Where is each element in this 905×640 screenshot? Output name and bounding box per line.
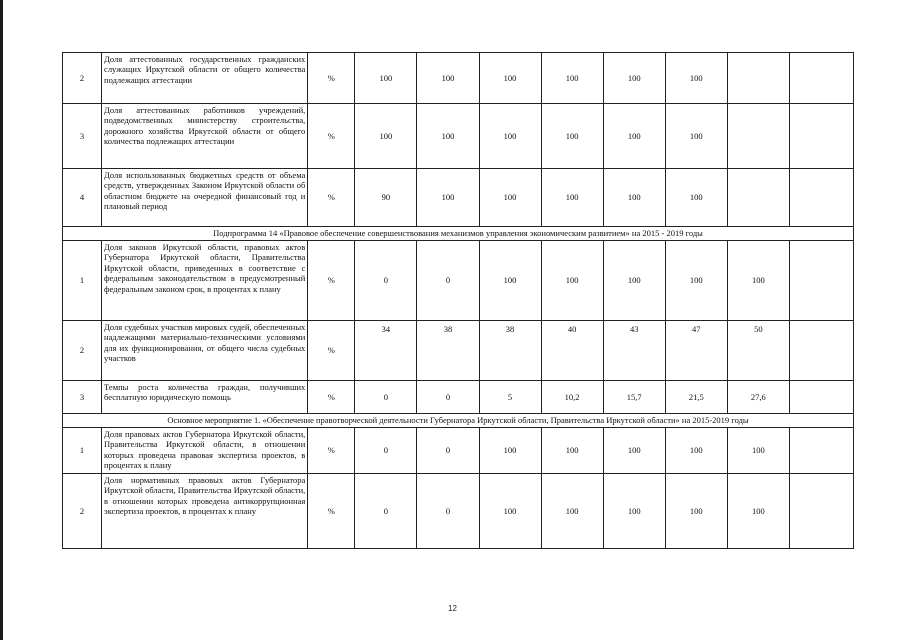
value-cell: 100 — [603, 169, 665, 227]
value-cell: 100 — [541, 474, 603, 549]
row-number: 3 — [63, 381, 102, 414]
value-cell: 40 — [541, 321, 603, 381]
value-cell: 100 — [665, 428, 727, 474]
value-cell: 0 — [417, 381, 479, 414]
value-cell: 38 — [479, 321, 541, 381]
value-cell: 100 — [541, 241, 603, 321]
value-cell: 10,2 — [541, 381, 603, 414]
indicators-table — [62, 52, 854, 549]
value-cell — [727, 53, 789, 104]
value-cell: 100 — [603, 53, 665, 104]
row-number: 2 — [63, 474, 102, 549]
row-number: 2 — [63, 53, 102, 104]
value-cell: 100 — [479, 104, 541, 169]
table-row — [63, 53, 854, 104]
value-cell: 100 — [603, 428, 665, 474]
indicator-description: Доля законов Иркутской области, правовых актов Губернатора Иркутской области, Правительства Иркутской области, приведенных в соответствие с федеральным законодательством в предусмотренный федеральным законом срок, в процентах к плану — [102, 241, 308, 321]
value-cell — [789, 428, 853, 474]
indicator-description: Доля использованных бюджетных средств от объема средств, утвержденных Законом Иркутской области об областном бюджете на очередной финансовый год и плановый период — [102, 169, 308, 227]
unit-cell: % — [308, 428, 355, 474]
value-cell: 0 — [417, 474, 479, 549]
value-cell: 27,6 — [727, 381, 789, 414]
indicator-description: Темпы роста количества граждан, получивших бесплатную юридическую помощь — [102, 381, 308, 414]
value-cell: 100 — [417, 169, 479, 227]
value-cell: 100 — [603, 474, 665, 549]
section-title: Основное мероприятие 1. «Обеспечение правотворческой деятельности Губернатора Иркутской области, Правительства Иркутской области» на 2015-2019 годы — [63, 414, 854, 428]
value-cell: 100 — [479, 428, 541, 474]
value-cell: 90 — [355, 169, 417, 227]
scan-border — [0, 0, 3, 640]
value-cell — [727, 104, 789, 169]
value-cell — [789, 104, 853, 169]
value-cell — [727, 169, 789, 227]
indicator-description: Доля правовых актов Губернатора Иркутской области, Правительства Иркутской области, в отношении которых проведена правовая экспертиза проектов, в процентах к плану — [102, 428, 308, 474]
value-cell: 0 — [355, 474, 417, 549]
value-cell — [789, 381, 853, 414]
value-cell: 100 — [727, 428, 789, 474]
section-header-row — [63, 227, 854, 241]
row-number: 1 — [63, 428, 102, 474]
section-title: Подпрограмма 14 «Правовое обеспечение совершенствования механизмов управления экономическим развитием» на 2015 - 2019 годы — [63, 227, 854, 241]
value-cell: 0 — [417, 241, 479, 321]
value-cell: 21,5 — [665, 381, 727, 414]
value-cell — [789, 241, 853, 321]
table-row — [63, 381, 854, 414]
value-cell — [789, 53, 853, 104]
value-cell: 0 — [417, 428, 479, 474]
value-cell: 100 — [665, 104, 727, 169]
unit-cell: % — [308, 241, 355, 321]
value-cell: 100 — [665, 241, 727, 321]
table-row — [63, 104, 854, 169]
value-cell: 100 — [541, 53, 603, 104]
row-number: 2 — [63, 321, 102, 381]
unit-cell: % — [308, 474, 355, 549]
value-cell — [789, 169, 853, 227]
value-cell: 15,7 — [603, 381, 665, 414]
value-cell: 100 — [541, 104, 603, 169]
value-cell: 100 — [727, 241, 789, 321]
section-header-row — [63, 414, 854, 428]
value-cell: 0 — [355, 428, 417, 474]
value-cell: 100 — [355, 104, 417, 169]
unit-cell: % — [308, 381, 355, 414]
indicator-description: Доля аттестованных государственных гражданских служащих Иркутской области от общего количества подлежащих аттестации — [102, 53, 308, 104]
table-row — [63, 474, 854, 549]
value-cell: 100 — [479, 53, 541, 104]
row-number: 1 — [63, 241, 102, 321]
value-cell: 100 — [603, 241, 665, 321]
value-cell: 38 — [417, 321, 479, 381]
unit-cell: % — [308, 321, 355, 381]
value-cell: 100 — [417, 104, 479, 169]
value-cell: 0 — [355, 241, 417, 321]
value-cell: 100 — [417, 53, 479, 104]
indicator-description: Доля аттестованных работников учреждений, подведомственных министерству строительства, дорожного хозяйства Иркутской области от общего количества подлежащих аттестации — [102, 104, 308, 169]
row-number: 4 — [63, 169, 102, 227]
table-row — [63, 241, 854, 321]
value-cell: 34 — [355, 321, 417, 381]
table-row — [63, 321, 854, 381]
value-cell: 100 — [665, 169, 727, 227]
value-cell: 100 — [541, 428, 603, 474]
value-cell: 5 — [479, 381, 541, 414]
value-cell: 100 — [665, 53, 727, 104]
value-cell: 100 — [727, 474, 789, 549]
value-cell: 50 — [727, 321, 789, 381]
value-cell: 100 — [355, 53, 417, 104]
value-cell: 100 — [541, 169, 603, 227]
value-cell: 100 — [479, 474, 541, 549]
value-cell — [789, 474, 853, 549]
row-number: 3 — [63, 104, 102, 169]
unit-cell: % — [308, 104, 355, 169]
value-cell: 47 — [665, 321, 727, 381]
value-cell: 0 — [355, 381, 417, 414]
page-number: 12 — [448, 604, 457, 613]
value-cell: 100 — [479, 241, 541, 321]
indicator-description: Доля судебных участков мировых судей, обеспеченных надлежащими материально-техническими условиями для их функционирования, от общего числа судебных участков — [102, 321, 308, 381]
value-cell: 43 — [603, 321, 665, 381]
value-cell: 100 — [665, 474, 727, 549]
value-cell: 100 — [603, 104, 665, 169]
unit-cell: % — [308, 53, 355, 104]
indicator-description: Доля нормативных правовых актов Губернатора Иркутской области, Правительства Иркутской области, в отношении которых проведена антикоррупционная экспертиза проектов, в процентах к плану — [102, 474, 308, 549]
unit-cell: % — [308, 169, 355, 227]
value-cell: 100 — [479, 169, 541, 227]
table-row — [63, 428, 854, 474]
value-cell — [789, 321, 853, 381]
table-row — [63, 169, 854, 227]
